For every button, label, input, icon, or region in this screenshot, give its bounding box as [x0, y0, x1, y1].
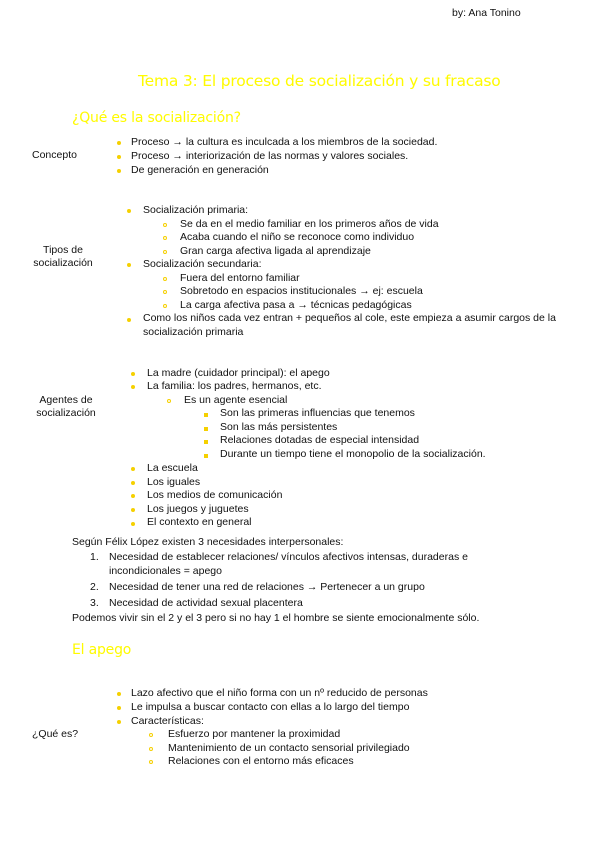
list-item: La madre (cuidador principal): el apego — [147, 367, 330, 379]
list-item: Proceso → interiorización de las normas y valores sociales. — [131, 150, 409, 162]
bullet-icon — [117, 692, 121, 696]
bullet-icon — [127, 263, 131, 267]
list-item: Son las más persistentes — [220, 421, 338, 433]
circle-bullet-icon — [149, 747, 153, 751]
bullet-icon — [131, 494, 135, 498]
list-item: Acaba cuando el niño se reconoce como individuo — [180, 231, 415, 243]
square-bullet-icon — [204, 413, 208, 417]
list-item: Como los niños cada vez entran + pequeños al cole, este empieza a asumir cargos de la socialización primaria — [143, 312, 556, 338]
bullet-icon — [131, 372, 135, 376]
list-item: Le impulsa a buscar contacto con ellas a lo largo del tiempo — [131, 701, 410, 713]
list-item: La familia: los padres, hermanos, etc. — [147, 380, 322, 392]
bullet-icon — [127, 209, 131, 213]
section-heading-socializacion: ¿Qué es la socialización? — [72, 110, 241, 126]
list-number: 3. — [90, 597, 99, 609]
list-item: Es un agente esencial — [184, 394, 288, 406]
list-item: La escuela — [147, 462, 198, 474]
paragraph-conclusion: Podemos vivir sin el 2 y el 3 pero si no hay 1 el hombre se siente emocionalmente sólo. — [72, 612, 480, 624]
list-item: Características: — [131, 715, 204, 727]
bullet-icon — [131, 481, 135, 485]
circle-bullet-icon — [163, 290, 167, 294]
section-heading-apego: El apego — [72, 642, 132, 658]
bullet-icon — [117, 720, 121, 724]
list-item: Se da en el medio familiar en los primeros años de vida — [180, 218, 439, 230]
list-item: Lazo afectivo que el niño forma con un nº reducido de personas — [131, 687, 428, 699]
author-credit: by: Ana Tonino — [452, 7, 521, 19]
circle-bullet-icon — [163, 277, 167, 281]
circle-bullet-icon — [163, 236, 167, 240]
bullet-icon — [117, 169, 121, 173]
list-number: 1. — [90, 551, 99, 563]
row-label-que-es: ¿Qué es? — [32, 728, 79, 740]
bullet-icon — [117, 141, 121, 145]
row-label-concepto: Concepto — [32, 149, 77, 161]
circle-bullet-icon — [163, 250, 167, 254]
circle-bullet-icon — [167, 399, 171, 403]
list-item: Necesidad de tener una red de relaciones → Pertenecer a un grupo — [109, 581, 425, 593]
bullet-icon — [131, 508, 135, 512]
list-item: Socialización primaria: — [143, 204, 249, 216]
square-bullet-icon — [204, 440, 208, 444]
bullet-icon — [131, 385, 135, 389]
list-item: Proceso → la cultura es inculcada a los miembros de la sociedad. — [131, 136, 438, 148]
page-title: Tema 3: El proceso de socialización y su fracaso — [138, 72, 501, 90]
bullet-icon — [127, 318, 131, 322]
list-item: Relaciones con el entorno más eficaces — [168, 755, 354, 767]
bullet-icon — [131, 467, 135, 471]
paragraph-intro: Según Félix López existen 3 necesidades interpersonales: — [72, 536, 344, 548]
list-item: Los medios de comunicación — [147, 489, 283, 501]
list-item: Necesidad de actividad sexual placentera — [109, 597, 303, 609]
list-item: Durante un tiempo tiene el monopolio de la socialización. — [220, 448, 486, 460]
square-bullet-icon — [204, 427, 208, 431]
list-item: Los juegos y juguetes — [147, 503, 249, 515]
list-item: Los iguales — [147, 476, 201, 488]
circle-bullet-icon — [163, 223, 167, 227]
bullet-icon — [117, 706, 121, 710]
list-item: Gran carga afectiva ligada al aprendizaje — [180, 245, 371, 257]
list-item: Fuera del entorno familiar — [180, 272, 300, 284]
list-item: Relaciones dotadas de especial intensidad — [220, 434, 420, 446]
list-item: Necesidad de establecer relaciones/ vínculos afectivos intensas, duraderas e incondicionales = apego — [109, 551, 468, 577]
bullet-icon — [117, 155, 121, 159]
list-item: Son las primeras influencias que tenemos — [220, 407, 415, 419]
circle-bullet-icon — [149, 760, 153, 764]
list-item: Socialización secundaria: — [143, 258, 262, 270]
row-label-agentes: Agentes de socialización — [36, 394, 96, 419]
list-item: Mantenimiento de un contacto sensorial privilegiado — [168, 742, 410, 754]
square-bullet-icon — [204, 454, 208, 458]
list-item: Sobretodo en espacios institucionales → ej: escuela — [180, 285, 423, 297]
circle-bullet-icon — [163, 304, 167, 308]
list-item: De generación en generación — [131, 164, 269, 176]
bullet-icon — [131, 522, 135, 526]
circle-bullet-icon — [149, 733, 153, 737]
list-item: Esfuerzo por mantener la proximidad — [168, 728, 341, 740]
row-label-tipos: Tipos de socialización — [33, 244, 93, 269]
list-number: 2. — [90, 581, 99, 593]
list-item: El contexto en general — [147, 516, 252, 528]
list-item: La carga afectiva pasa a → técnicas pedagógicas — [180, 299, 412, 311]
